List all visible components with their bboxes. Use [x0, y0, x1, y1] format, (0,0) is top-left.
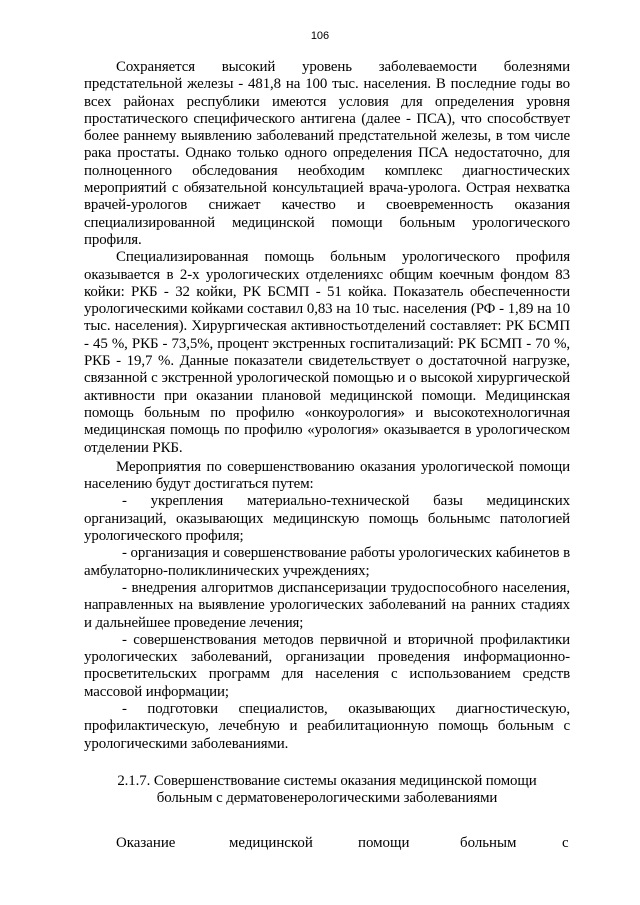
final-word: с [562, 835, 569, 852]
final-word: помощи [358, 835, 410, 852]
list-item: - подготовки специалистов, оказывающих диагностическую, профилактическую, лечебную и реабилитационную помощь больным с урологическими заболеваниями. [84, 700, 570, 752]
final-word: Оказание [116, 835, 176, 852]
paragraph-specialized-care: Специализированная помощь больным урологического профиля оказывается в 2-х урологических отделенияхс общим коечным фондом 83 койки: РКБ - 32 койки, РК БСМП - 51 койка. Показатель обеспеченности урологическими койками составил 0,83 на 10 тыс. населения (РФ - 1,89 на 10 тыс. населения). Хирургическая активностьотделений составляет: РК БСМП - 45 %, РКБ - 73,5%, процент экстренных госпитализаций: РК БСМП - 70 %, РКБ - 19,7 %. Данные показатели свидетельствует о достаточной нагрузке, связанной с экстренной урологической помощью и о высокой хирургической активности при оказании плановой медицинской помощи. Медицинская помощь больным по профилю «онкоурология» и высокотехнологичная медицинская помощь по профилю «урология» оказывается в урологическом отделении РКБ. [84, 249, 570, 456]
list-item: - внедрения алгоритмов диспансеризации трудоспособного населения, направленных на выявление урологических заболеваний на ранних стадиях и дальнейшее проведение лечения; [84, 579, 570, 631]
section-heading-line2: больным с дерматовенерологическими заболеваниями [156, 790, 498, 807]
list-item: - укрепления материально-технической базы медицинских организаций, оказывающих медицинскую помощь больнымс патологией урологического профиля; [84, 493, 570, 545]
paragraph-measures-intro: Мероприятия по совершенствованию оказания урологической помощи населению будут достигаться путем: [84, 458, 570, 493]
final-text-line [84, 835, 570, 853]
list-item: - организация и совершенствование работы урологических кабинетов в амбулаторно-поликлинических учреждениях; [84, 545, 570, 579]
final-word: больным [460, 835, 517, 852]
page-content [84, 59, 570, 853]
final-word: медицинской [229, 835, 313, 852]
section-heading-line1: 2.1.7. Совершенствование системы оказания медицинской помощи [117, 772, 537, 789]
paragraph-psa: Сохраняется высокий уровень заболеваемости болезнями предстательной железы - 481,8 на 100 тыс. населения. В последние годы во всех районах республики имеются условия для определения уровня простатического специфического антигена (далее - ПСА), что способствует более раннему выявлению заболеваний предстательной железы, в том числе рака простаты. Однако только одного определения ПСА недостаточно, для полноценного обследования необходим комплекс диагностических мероприятий с обязательной консультацией врача-уролога. Острая нехватка врачей-урологов снижает качество и своевременность оказания специализированной медицинской помощи больным урологического профиля. [84, 59, 570, 248]
page-number: 106 [310, 30, 330, 42]
list-item: - совершенствования методов первичной и вторичной профилактики урологических заболеваний, организации проведения информационно-просветительских программ для населения с использованием средств массовой информации; [84, 631, 570, 700]
